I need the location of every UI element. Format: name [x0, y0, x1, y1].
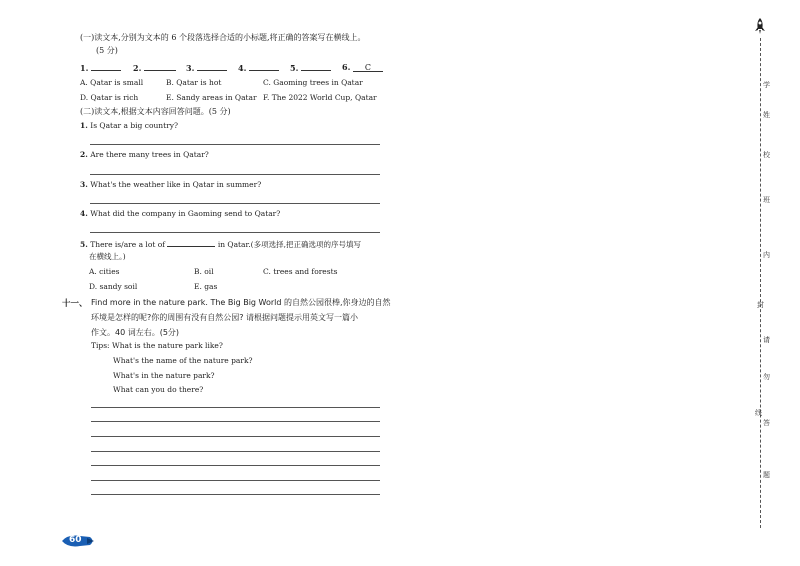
answer-blank[interactable]: C — [353, 63, 383, 72]
slot-3 — [186, 62, 227, 73]
slot-num: 2. — [133, 63, 142, 73]
q5-option-a: A. cities — [89, 267, 120, 276]
question-num: 5. — [80, 240, 88, 249]
answer-line[interactable] — [90, 203, 380, 204]
section11-number: 十一、 — [62, 299, 88, 309]
writing-line[interactable] — [91, 465, 380, 466]
question-3 — [80, 180, 261, 189]
question-text: What did the company in Gaoming send to Qatar? — [90, 209, 281, 218]
slot-num: 3. — [186, 63, 195, 73]
gutter-char: 封 — [757, 301, 764, 309]
writing-line[interactable] — [91, 436, 380, 437]
question-1 — [80, 121, 178, 130]
gutter-char: 学 — [763, 81, 770, 89]
gutter-char: 内 — [763, 251, 770, 259]
gutter-char: 校 — [763, 151, 770, 159]
answer-line[interactable] — [90, 174, 380, 175]
question-text: What's the weather like in Qatar in summer? — [90, 180, 262, 189]
gutter-char: 班 — [763, 196, 770, 204]
question-num: 3. — [80, 180, 88, 189]
gutter-char: 题 — [763, 471, 770, 479]
gutter-char: 勿 — [763, 373, 770, 381]
option-b: B. Qatar is hot — [166, 78, 222, 87]
option-e: E. Sandy areas in Qatar — [166, 93, 257, 102]
tip-2: What's the name of the nature park? — [113, 356, 253, 365]
option-f: F. The 2022 World Cup, Qatar — [263, 93, 377, 102]
page-number-badge — [60, 533, 96, 549]
question-text: Is Qatar a big country? — [90, 121, 178, 130]
slot-2 — [133, 62, 176, 73]
question-5 — [80, 238, 361, 250]
slot-num: 5. — [290, 63, 299, 73]
writing-line[interactable] — [91, 494, 380, 495]
slot-5 — [290, 62, 331, 73]
section11-line2: 环境是怎样的呢?你的周围有没有自然公园? 请根据问题提示用英文写一篇小 — [91, 313, 359, 322]
question-4 — [80, 209, 280, 218]
gutter-char: 线 — [755, 409, 762, 417]
writing-line[interactable] — [91, 421, 380, 422]
tip-1: What is the nature park like? — [112, 341, 223, 350]
answer-line[interactable] — [90, 144, 380, 145]
gutter-char: 姓 — [763, 111, 770, 119]
option-a: A. Qatar is small — [80, 78, 144, 87]
option-c: C. Gaoming trees in Qatar — [263, 78, 363, 87]
rocket-icon — [753, 17, 767, 35]
question-2 — [80, 150, 209, 159]
slot-num: 1. — [80, 63, 89, 73]
tip-3: What's in the nature park? — [113, 371, 215, 380]
slot-num: 6. — [342, 62, 351, 72]
answer-blank[interactable] — [91, 62, 121, 71]
writing-line[interactable] — [91, 480, 380, 481]
slot-num: 4. — [238, 63, 247, 73]
question-text: Are there many trees in Qatar? — [90, 150, 209, 159]
section1-title: (一)读文本,分别为文本的 6 个段落选择合适的小标题,将正确的答案写在横线上。 — [80, 33, 366, 42]
section2-title: (二)读文本,根据文本内容回答问题。(5 分) — [80, 107, 231, 116]
answer-blank[interactable] — [197, 62, 227, 71]
question-text-post: in Qatar.(多项选择,把正确选项的序号填写 — [217, 240, 361, 249]
writing-line[interactable] — [91, 407, 380, 408]
cut-line — [760, 38, 761, 528]
q5-option-d: D. sandy soil — [89, 282, 138, 291]
answer-blank[interactable] — [301, 62, 331, 71]
answer-blank[interactable] — [167, 238, 215, 247]
question-num: 4. — [80, 209, 88, 218]
tip-4: What can you do there? — [113, 385, 204, 394]
gutter-char: 请 — [763, 336, 770, 344]
tips-label: Tips: — [91, 341, 110, 350]
question-5-line2: 在横线上。) — [89, 252, 126, 261]
page-number: 60 — [69, 535, 82, 545]
section1-points: (5 分) — [96, 46, 118, 55]
question-num: 2. — [80, 150, 88, 159]
answer-blank[interactable] — [249, 62, 279, 71]
q5-option-c: C. trees and forests — [263, 267, 338, 276]
slot-6 — [342, 62, 383, 73]
answer-line[interactable] — [90, 232, 380, 233]
q5-option-b: B. oil — [194, 267, 214, 276]
question-text-pre: There is/are a lot of — [90, 240, 166, 249]
section11-line3: 作文。40 词左右。(5分) — [91, 328, 180, 337]
q5-option-e: E. gas — [194, 282, 218, 291]
option-d: D. Qatar is rich — [80, 93, 139, 102]
slot-1 — [80, 62, 121, 73]
answer-blank[interactable] — [144, 62, 176, 71]
gutter-char: 答 — [763, 419, 770, 427]
slot-4 — [238, 62, 279, 73]
question-num: 1. — [80, 121, 88, 130]
section11-line1: Find more in the nature park. The Big Big World 的自然公园很棒,你身边的自然 — [91, 298, 391, 307]
writing-line[interactable] — [91, 451, 380, 452]
